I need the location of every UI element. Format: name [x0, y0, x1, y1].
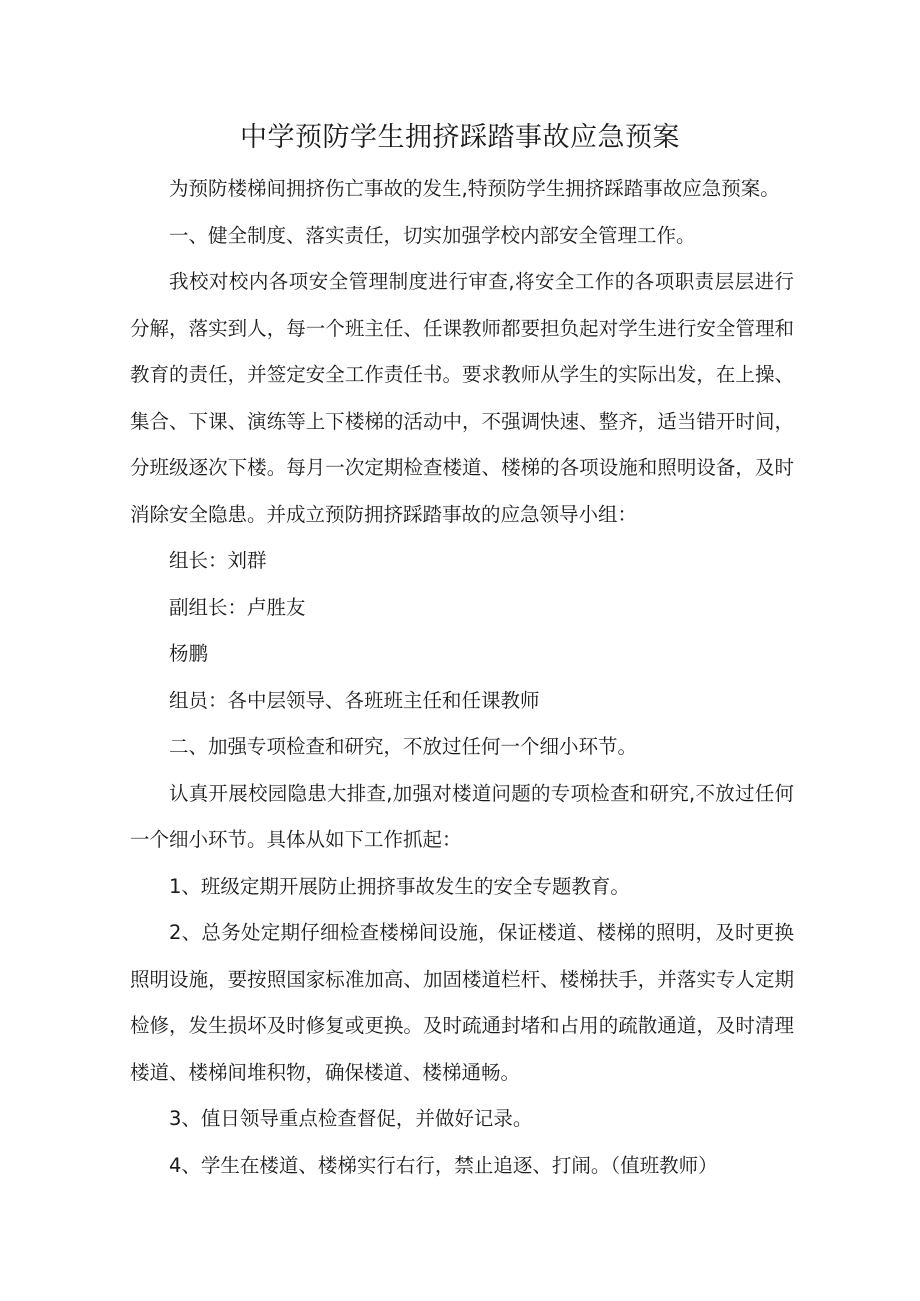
paragraph-safety-management: 我校对校内各项安全管理制度进行审查,将安全工作的各项职责层层进行分解，落实到人，每一个班主任、任课教师都要担负起对学生进行安全管理和教育的责任，并签定安全工作责任书。要求教师从学生的实际出发，在上操、集合、下课、演练等上下楼梯的活动中，不强调快速、整齐，适当错开时间，分班级逐次下楼。每月一次定期检查楼道、楼梯的各项设施和照明设备，及时消除安全隐患。并成立预防拥挤踩踏事故的应急领导小组： [130, 270, 794, 526]
deputy-group-leader-2: 杨鹏 [169, 642, 209, 665]
section-heading-1: 一、健全制度、落实责任，切实加强学校内部安全管理工作。 [169, 223, 696, 247]
group-leader: 组长：刘群 [169, 549, 267, 572]
group-members: 组员：各中层领导、各班班主任和任课教师 [169, 688, 540, 712]
deputy-group-leader: 副组长：卢胜友 [169, 595, 306, 619]
paragraph-inspection: 认真开展校园隐患大排查,加强对楼道问题的专项检查和研究,不放过任何一个细小环节。具体从如下工作抓起： [130, 781, 794, 851]
list-item-3: 3、值日领导重点检查督促，并做好记录。 [169, 1107, 533, 1130]
document-title: 中学预防学生拥挤踩踏事故应急预案 [240, 122, 680, 153]
paragraph-intro: 为预防楼梯间拥挤伤亡事故的发生,特预防学生拥挤踩踏事故应急预案。 [169, 177, 780, 200]
list-item-4: 4、学生在楼道、楼梯实行右行，禁止追逐、打闹。（值班教师） [169, 1153, 718, 1177]
document-body [130, 166, 794, 1189]
section-heading-2: 二、加强专项检查和研究，不放过任何一个细小环节。 [169, 735, 638, 758]
list-item-2: 2、总务处定期仔细检查楼梯间设施，保证楼道、楼梯的照明，及时更换照明设施，要按照国家标准加高、加固楼道栏杆、楼梯扶手，并落实专人定期检修，发生损坏及时修复或更换。及时疏通封堵和占用的疏散通道，及时清理楼道、楼梯间堆积物，确保楼道、楼梯通畅。 [130, 921, 794, 1084]
list-item-1: 1、班级定期开展防止拥挤事故发生的安全专题教育。 [169, 874, 630, 898]
